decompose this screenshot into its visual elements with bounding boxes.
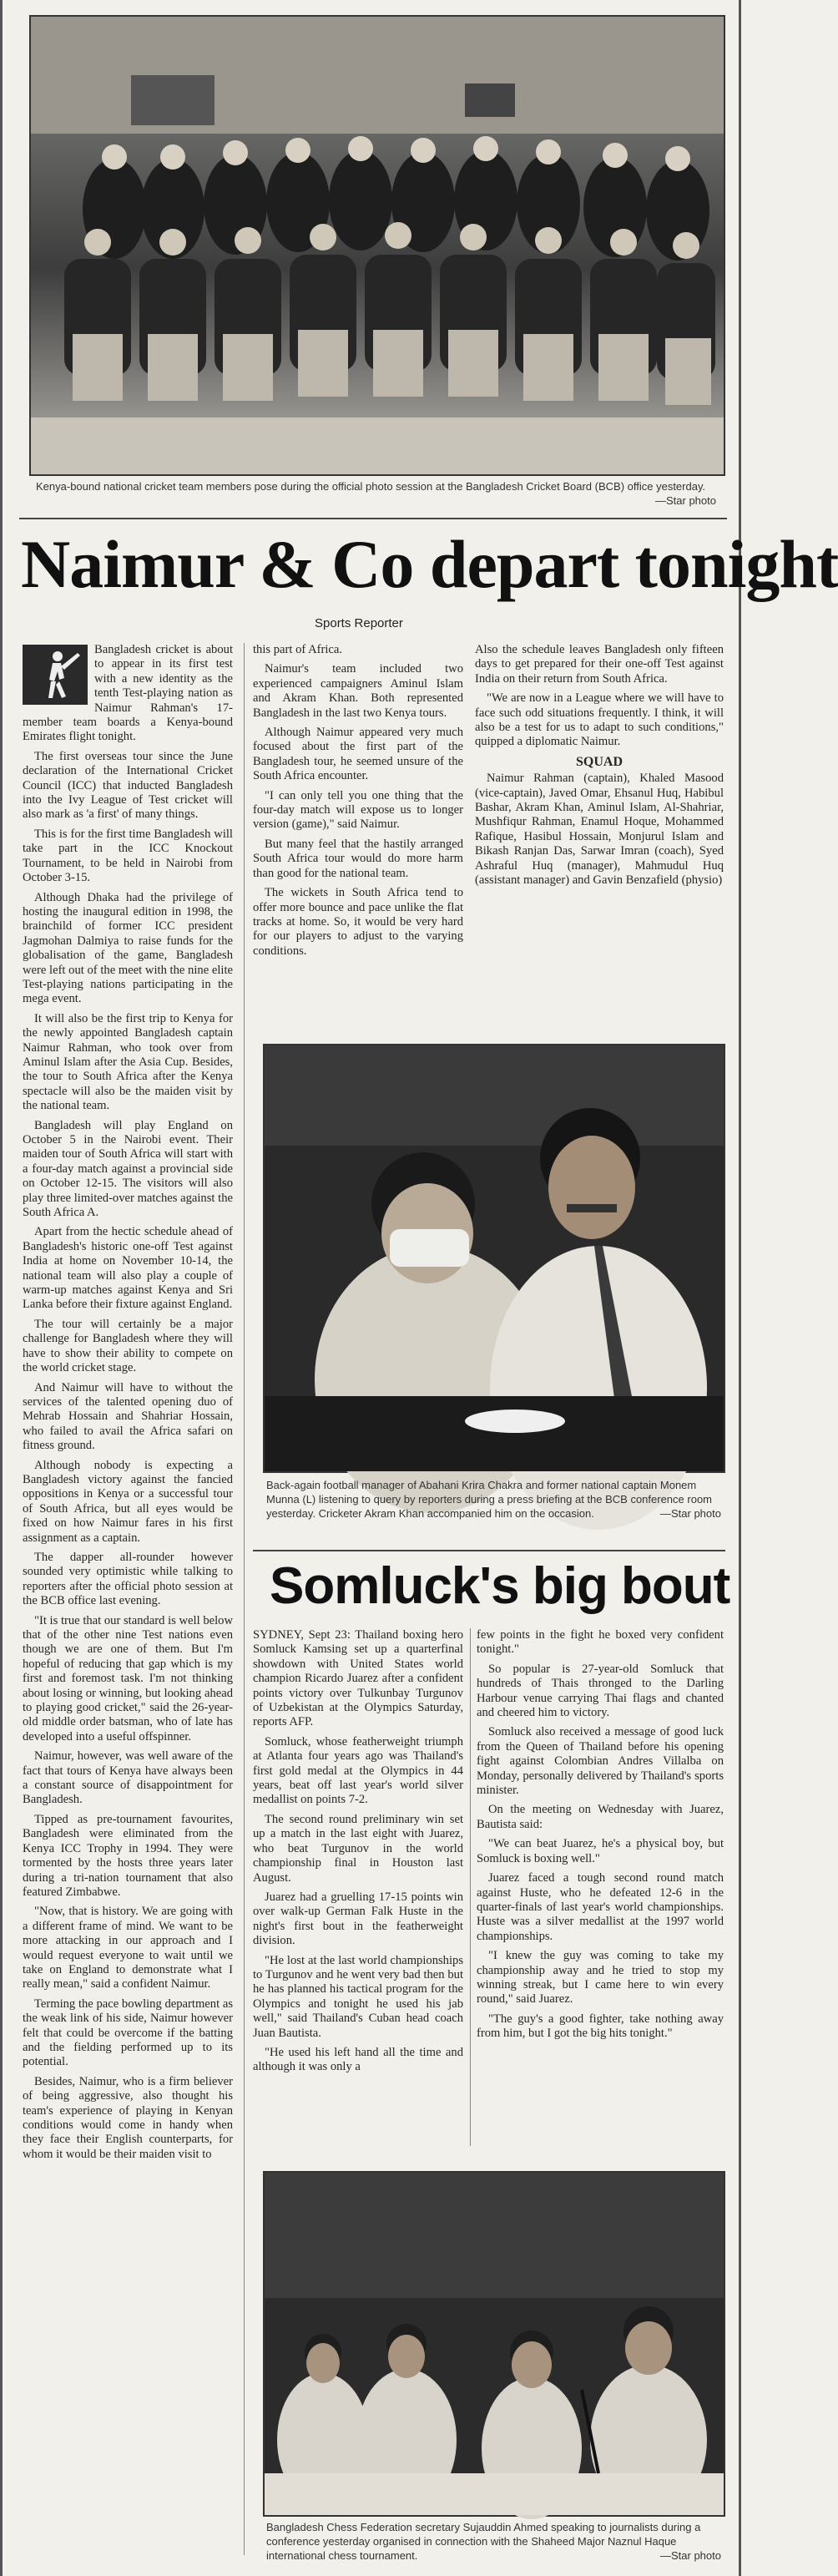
middle-divider [253, 1550, 725, 1551]
middle-photo-caption-text: Back-again football manager of Abahani Krira Chakra and former national captain Monem Munna (L) listening to query by reporters during a press briefing at the BCB conference room yesterday. Cricketer Akram Khan accompanied him on the occasion. [266, 1479, 712, 1520]
article1-col3-para: "We are now in a League where we will have to face such odd situations frequently. I think, it will also be a test for us to adapt to such conditions," quipped a diplomatic Naimur. [475, 691, 724, 749]
middle-photo-credit: —Star photo [660, 1507, 721, 1520]
article1-column-3 [475, 643, 724, 1035]
article2-col1-para: "He lost at the last world championships to Turgunov and he went very bad then but he has planned his tactical program for the Olympics and tonight he used his jab well," said Thailand's Cuban head coach Juan Bautista. [253, 1953, 463, 2040]
article1-col1-para: "Now, that is history. We are going with a different frame of mind. We want to be more attacking in our approach and I would request everyone to wait until we take on England to demonstrate what I really mean," said a confident Naimur. [23, 1905, 233, 1991]
article1-col1-para: The tour will certainly be a major challenge for Bangladesh where they will have to show their ability to compete on the world cricket stage. [23, 1317, 233, 1375]
article1-col2-para: The wickets in South Africa tend to offer more bounce and pace unlike the flat tracks at home. So, it would be very hard for our players to adjust to the varying conditions. [253, 886, 463, 958]
article1-column-1 [23, 643, 233, 2563]
article1-col2-para: But many feel that the hastily arranged South Africa tour would do more harm than good for the national team. [253, 837, 463, 880]
bottom-photo-caption [266, 2520, 721, 2563]
article2-col2-para: "The guy's a good fighter, take nothing away from him, but I got the big hits tonight." [477, 2012, 724, 2041]
team-photo [29, 15, 725, 476]
cricket-batsman-icon [23, 645, 88, 705]
article2-column-1 [253, 1628, 463, 2154]
article2-col2-para: So popular is 27-year-old Somluck that hundreds of Thais thronged to the Darling Harbour venue carrying Thai flags and chanted and cheered him to victory. [477, 1662, 724, 1720]
article1-col2-para: Although Naimur appeared very much focused about the first part of the Bangladesh tour, he seemed unsure of the South Africa encounter. [253, 726, 463, 783]
article2-col2-para: Juarez faced a tough second round match against Huste, who he defeated 12-6 in the quarter-finals of last year's world championships. Huste was a silver medallist at the 1997 world championships. [477, 1871, 724, 1943]
article2-col1-para: Juarez had a gruelling 17-15 points win over walk-up German Falk Huste in the night's first bout in the featherweight division. [253, 1890, 463, 1948]
article2-col1-para: "He used his left hand all the time and although it was only a [253, 2045, 463, 2074]
chess-conference-figures [265, 2173, 724, 2515]
column-divider [244, 643, 245, 2555]
top-photo-caption [36, 479, 716, 508]
article2-col2-para: "We can beat Juarez, he's a physical boy, but Somluck is boxing well." [477, 1837, 724, 1865]
bottom-photo-credit: —Star photo [660, 2549, 721, 2562]
article1-byline: Sports Reporter [315, 616, 403, 630]
article2-col2-para: few points in the fight he boxed very confident tonight." [477, 1628, 724, 1657]
chess-conference-photo [263, 2171, 725, 2517]
bottom-photo-caption-text: Bangladesh Chess Federation secretary Sujauddin Ahmed speaking to journalists during a conference yesterday organised in connection with the Shaheed Major Naznul Haque international chess tournament. [266, 2521, 701, 2562]
column-divider [470, 1628, 471, 2146]
top-divider [19, 518, 727, 519]
article1-col2-para: Naimur's team included two experienced campaigners Aminul Islam and Akram Khan. Both represented Bangladesh in the last two Kenya tours. [253, 662, 463, 720]
article2-column-2 [477, 1628, 724, 2154]
article1-col1-para: Bangladesh cricket is about to appear in its first test with a new identity as the tenth Test-playing nation as Naimur Rahman's 17-member team boards a Kenya-bound Emirates flight tonight. [23, 643, 233, 744]
top-photo-caption-text: Kenya-bound national cricket team members pose during the official photo session at the Bangladesh Cricket Board (BCB) office yesterday. [36, 480, 706, 493]
article1-col1-para: It will also be the first trip to Kenya for the newly appointed Bangladesh captain Naimur Rahman, who took over from Aminul Islam after the Asia Cup. Besides, the tour to South Africa after the Kenya spectacle will also be the maiden visit by the national team. [23, 1011, 233, 1113]
article2-col2-para: On the meeting on Wednesday with Juarez, Bautista said: [477, 1803, 724, 1831]
team-photo-figures [31, 17, 724, 474]
article1-col1-para: The dapper all-rounder however sounded very optimistic while talking to reporters after the official photo session at the BCB office last evening. [23, 1550, 233, 1608]
article1-col1-para: Besides, Naimur, who is a firm believer of being aggressive, also thought his team's experience of playing in Kenyan conditions would come in handy when they face their English counterparts, for whom it would be their maiden visit to [23, 2074, 233, 2161]
article1-col1-para: Although nobody is expecting a Bangladesh victory against the fancied oppositions in Kenya or a successful tour of South Africa, but all eyes would be fixed on how Naimur fares in his first assignment as a captain. [23, 1458, 233, 1545]
squad-heading: SQUAD [575, 754, 623, 769]
article1-col1-para: Naimur, however, was well aware of the fact that tours of Kenya have always been a constant source of disappointment for Bangladesh. [23, 1749, 233, 1807]
article2-col2-para: Somluck also received a message of good luck from the Queen of Thailand before his opening fight against Colombian Andres Villalba on Monday, personally delivered by Thailand's sports minister. [477, 1725, 724, 1798]
article1-column-2 [253, 643, 463, 1035]
article1-col2-para: "I can only tell you one thing that the four-day match will expose us to longer version (game)," said Naimur. [253, 788, 463, 832]
top-photo-credit: —Star photo [655, 494, 716, 507]
squad-list: Naimur Rahman (captain), Khaled Masood (vice-captain), Javed Omar, Ehsanul Huq, Habibul Bashar, Akram Khan, Aminul Islam, Al-Shahriar, Mushfiqur Rahman, Enamul Hoque, Mohammed Rafique, Hasibul Hossain, Monjurul Islam and Bikash Ranjan Das, Sarwar Imran (coach), Syed Ashraful Huq (manager), Mahmudul Huq (assistant manager) and Gavin Benzafield (physio) [475, 772, 724, 888]
article2-headline: Somluck's big bout [270, 1557, 730, 1615]
article2-col1-para: The second round preliminary win set up a match in the last eight with Juarez, who beat Turgunov in the world championship final in Houston last August. [253, 1812, 463, 1885]
article2-col1-para: Somluck, whose featherweight triumph at Atlanta four years ago was Thailand's first gold medal at the Olympics in 44 years, beat off last year's world silver medallist on points 7-2. [253, 1734, 463, 1807]
article1-col1-para: "It is true that our standard is well below that of the other nine Test nations even though we are one of them. But I'm hopeful of reducing that gap which is my first and foremost task. I'm not thinking about losing or winning, but looking ahead to playing good cricket," said the 26-year-old middle order batsman, who of late has developed into a useful offspinner. [23, 1613, 233, 1743]
article1-col1-para: Terming the pace bowling department as the weak link of his side, Naimur however felt that could be overcome if the batting and the fielding performed up to its potential. [23, 1997, 233, 2069]
middle-photo-caption [266, 1478, 721, 1521]
article1-col1-para: Apart from the hectic schedule ahead of Bangladesh's historic one-off Test against India at home on November 10-14, the national team will also play a couple of warm-up matches against Kenya and Sri Lanka before their fixture against England. [23, 1225, 233, 1312]
press-briefing-photo [263, 1044, 725, 1473]
article1-col1-para: Tipped as pre-tournament favourites, Bangladesh were eliminated from the Kenya ICC Trophy in 1994. They were tormented by the hosts three years later during a tri-nation tournament that also featured Zimbabwe. [23, 1812, 233, 1899]
article1-col1-para: Although Dhaka had the privilege of hosting the inaugural edition in 1998, the brainchild of former ICC president Jagmohan Dalmiya to raise funds for the globalisation of the game, Bangladesh were left out of the meet with the nine elite Test-playing nations participating in the mega event. [23, 890, 233, 1006]
article2-col2-para: "I knew the guy was coming to take my championship away and he tried to stop my winning streak, but I came here to win every round," said Juarez. [477, 1949, 724, 2007]
article1-col1-para: This is for the first time Bangladesh will take part in the ICC Knockout Tournament, to be held in Nairobi from October 3-15. [23, 827, 233, 885]
article2-col1-para: SYDNEY, Sept 23: Thailand boxing hero Somluck Kamsing set up a quarterfinal showdown with United States world champion Ricardo Juarez after a confident points victory over Tulkunbay Turgunov of Uzbekistan at the Olympics Saturday, reports AFP. [253, 1628, 463, 1729]
article1-col1-para: The first overseas tour since the June declaration of the International Cricket Council (ICC) that inducted Bangladesh into the Ivy League of Test cricket will also mark as 'a first' of many things. [23, 749, 233, 822]
article1-col1-para: And Naimur will have to without the services of the talented opening duo of Mehrab Hossain and Shahriar Hossain, who failed to avail the Africa safari on fitness ground. [23, 1380, 233, 1453]
article1-col1-para: Bangladesh will play England on October 5 in the Nairobi event. Their maiden tour of South Africa will start with a four-day match against a provincial side on October 12-15. The visitors will also play three limited-over matches against the South Africa A. [23, 1118, 233, 1220]
article1-col2-para: this part of Africa. [253, 643, 342, 656]
press-briefing-figures [265, 1045, 724, 1471]
article1-headline: Naimur & Co depart tonight [21, 526, 838, 602]
article1-col3-para: Also the schedule leaves Bangladesh only fifteen days to get prepared for their one-off Test against India on their return from South Africa. [475, 643, 724, 686]
